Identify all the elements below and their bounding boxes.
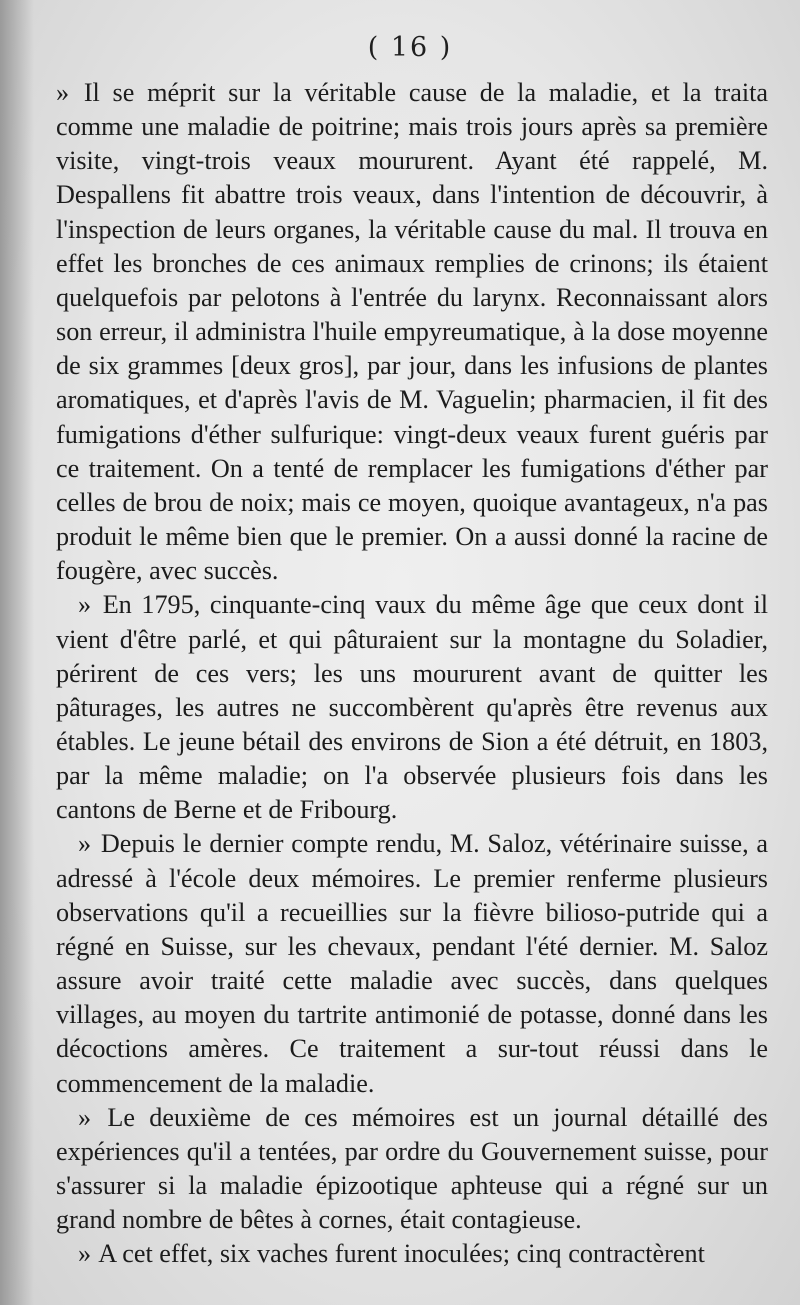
paragraph	[56, 1101, 768, 1238]
paragraph-text: Depuis le dernier compte rendu, M. Saloz, vétérinaire suisse, a adressé à l'école deux mémoires. Le premier renferme plusieurs observations qu'il a recueillies sur la fièvre bilioso-putride qui a régné en Suisse, sur les chevaux, pendant l'été dernier. M. Saloz assure avoir traité cette maladie avec succès, dans quelques villages, au moyen du tartrite antimonié de potasse, donné dans les décoctions amères. Ce traitement a sur-tout réussi dans le commencement de la maladie.	[56, 829, 768, 1098]
quote-mark: »	[78, 829, 92, 859]
paragraph-text: Le deuxième de ces mémoires est un journal détaillé des expériences qu'il a tentées, par ordre du Gouvernement suisse, pour s'assurer si la maladie épizootique aphteuse qui a régné sur un grand nombre de bêtes à cornes, était contagieuse.	[56, 1102, 768, 1235]
quote-mark: »	[56, 78, 70, 107]
paragraph-text: En 1795, cinquante-cinq vaux du même âge que ceux dont il vient d'être parlé, et qui pâturaient sur la montagne du Soladier, périrent de ces vers; les uns moururent avant de quitter les pâturages, les autres ne succombèrent qu'après être revenus aux étables. Le jeune bétail des environs de Sion a été détruit, en 1803, par la même maladie; on l'a observée plusieurs fois dans les cantons de Berne et de Fribourg.	[56, 590, 768, 825]
paragraph	[56, 1237, 768, 1271]
quote-mark: »	[78, 1102, 92, 1132]
quote-mark: »	[78, 1239, 92, 1269]
quote-mark: »	[78, 590, 92, 620]
page-gutter-shadow	[0, 0, 34, 1305]
paragraph	[56, 827, 768, 1100]
paragraph	[56, 76, 768, 588]
paragraph-text: Il se méprit sur la véritable cause de la maladie, et la traita comme une maladie de poitrine; mais trois jours après sa première visite, vingt-trois veaux moururent. Ayant été rappelé, M. Despallens fit abattre trois veaux, dans l'intention de découvrir, à l'inspection de leurs organes, la véritable cause du mal. Il trouva en effet les bronches de ces animaux remplies de crinons; ils étaient quelquefois par pelotons à l'entrée du larynx. Reconnaissant alors son erreur, il administra l'huile empyreumatique, à la dose moyenne de six grammes [deux gros], par jour, dans les infusions de plantes aromatiques, et d'après l'avis de M. Vaguelin; pharmacien, il fit des fumigations d'éther sulfurique: vingt-deux veaux furent guéris par ce traitement. On a tenté de remplacer les fumigations d'éther par celles de brou de noix; mais ce moyen, quoique avantageux, n'a pas produit le même bien que le premier. On a aussi donné la racine de fougère, avec succès.	[56, 78, 768, 586]
paragraph	[56, 588, 768, 827]
page-number: ( 16 )	[367, 32, 453, 63]
paragraph-text: A cet effet, six vaches furent inoculées; cinq contractèrent	[98, 1239, 705, 1269]
body-text	[56, 76, 768, 1271]
